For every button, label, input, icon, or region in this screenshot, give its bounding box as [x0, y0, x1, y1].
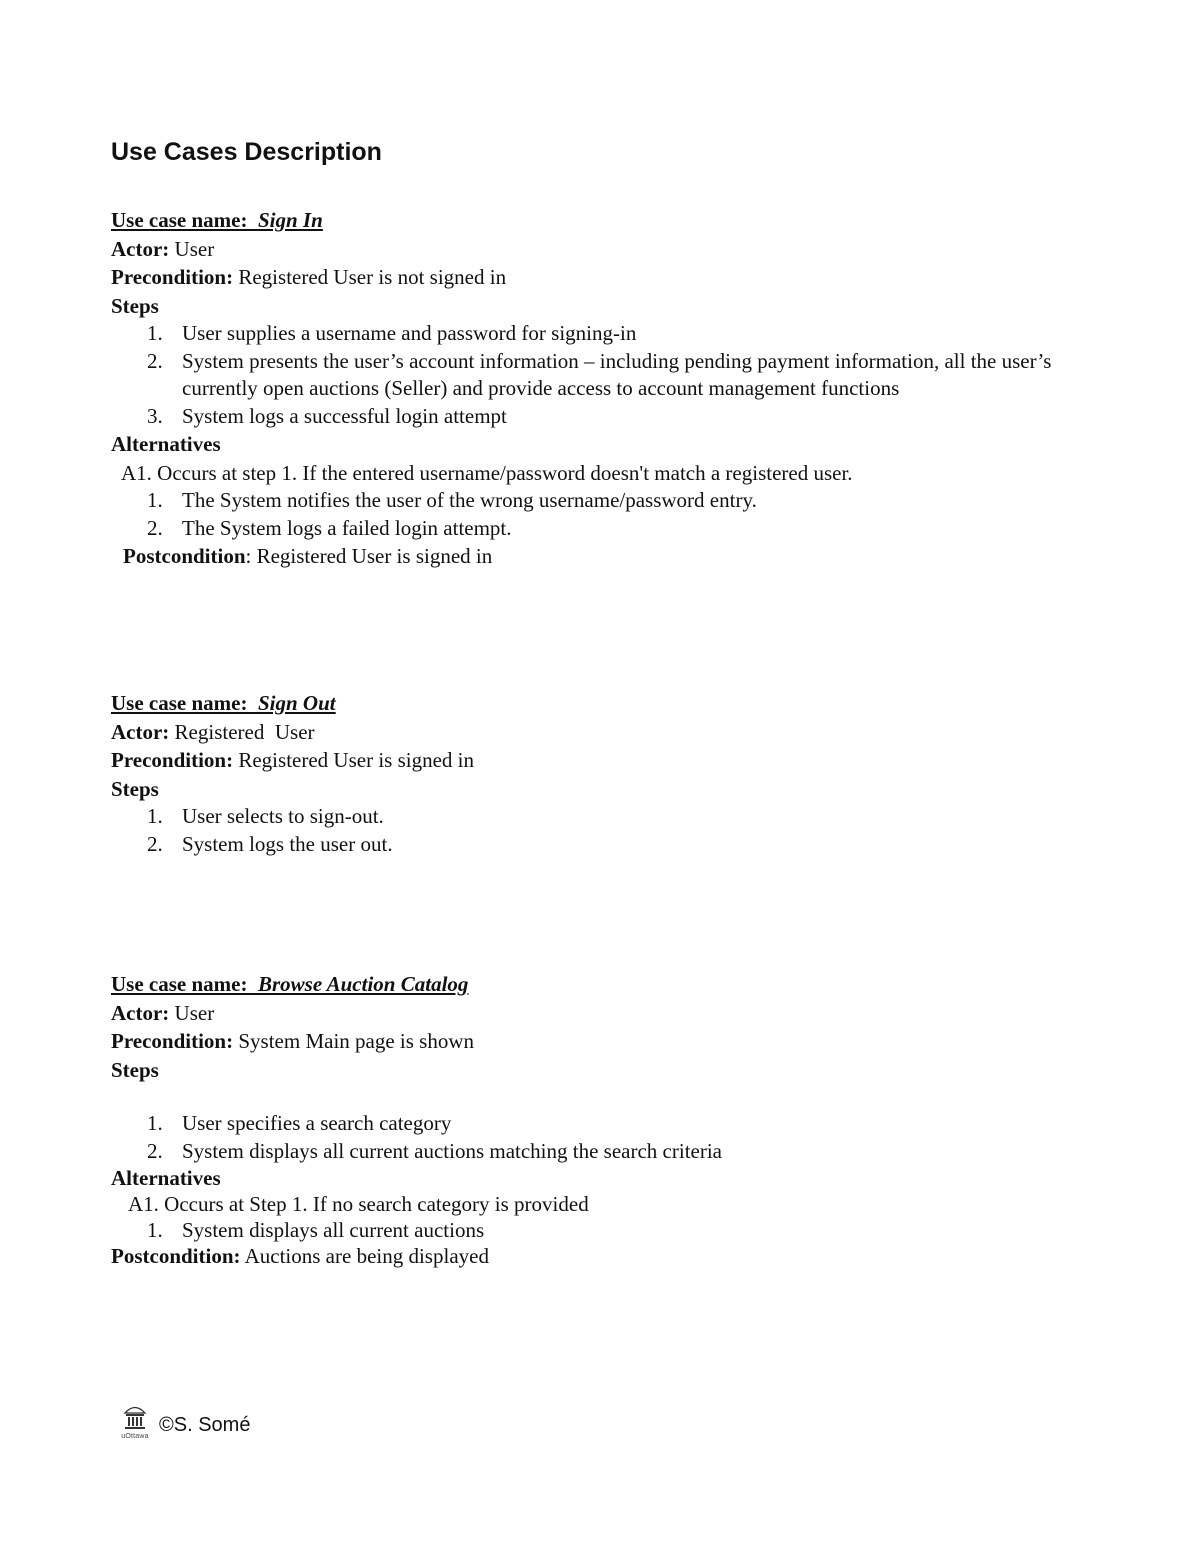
postcondition-line	[111, 1243, 1111, 1269]
step-text: System logs the user out.	[182, 831, 393, 856]
precondition-label: Precondition:	[111, 748, 234, 772]
precondition-value: Registered User is not signed in	[238, 265, 507, 289]
use-case-name-label: Use case name:	[111, 208, 248, 232]
use-case-sign-out	[111, 689, 1111, 858]
step-number: 1.	[147, 488, 163, 512]
actor-label: Actor:	[111, 236, 170, 261]
use-case-name-label: Use case name:	[111, 972, 248, 996]
step-text: User supplies a username and password for signing-in	[182, 321, 637, 345]
step-number: 1.	[147, 804, 163, 828]
precondition-line	[111, 746, 1111, 775]
actor-label: Actor:	[111, 1000, 170, 1025]
alternatives-label: Alternatives	[111, 1166, 221, 1190]
step-text: System displays all current auctions	[182, 1218, 485, 1242]
step-number: 2.	[147, 515, 163, 540]
step-text: System presents the user’s account information – including pending payment information, all the user’s currently open auctions (Seller) and provide access to account management functions	[182, 348, 1052, 400]
step-item	[111, 1110, 1111, 1138]
step-text: User specifies a search category	[182, 1111, 452, 1135]
alternative-header: A1. Occurs at Step 1. If no search category is provided	[128, 1192, 589, 1216]
precondition-line	[111, 263, 1111, 292]
step-text: User selects to sign-out.	[182, 804, 384, 828]
postcondition-line	[111, 542, 1111, 571]
use-case-name: Browse Auction Catalog	[257, 972, 469, 996]
step-item	[111, 1138, 1111, 1166]
use-case-name-line	[111, 689, 1111, 718]
steps-label: Steps	[111, 776, 159, 801]
university-logo-icon	[123, 1404, 147, 1432]
precondition-value: System Main page is shown	[238, 1029, 475, 1053]
steps-list	[111, 1110, 1111, 1165]
steps-label: Steps	[111, 1057, 159, 1082]
use-case-name-line	[111, 206, 1111, 235]
step-text: The System notifies the user of the wrong username/password entry.	[182, 488, 757, 512]
step-item	[111, 320, 1111, 348]
postcondition-label: Postcondition:	[111, 1244, 241, 1268]
actor-line	[111, 999, 1111, 1028]
precondition-value: Registered User is signed in	[238, 748, 474, 772]
alternatives-label: Alternatives	[111, 432, 221, 456]
step-number: 2.	[147, 831, 163, 856]
precondition-label: Precondition:	[111, 265, 234, 289]
precondition-label: Precondition:	[111, 1029, 234, 1053]
steps-list	[111, 320, 1111, 430]
step-number: 1.	[147, 1218, 163, 1242]
actor-line	[111, 718, 1111, 747]
alternative-header: A1. Occurs at step 1. If the entered username/password doesn't match a registered user.	[121, 460, 853, 485]
alternative-steps-list	[111, 1217, 1111, 1243]
alternative-steps-list	[111, 487, 1111, 542]
step-text: System displays all current auctions matching the search criteria	[182, 1138, 722, 1163]
footer	[113, 1404, 250, 1446]
step-number: 2.	[147, 1138, 163, 1163]
steps-list	[111, 803, 1111, 858]
use-case-browse-auction-catalog	[111, 970, 1111, 1269]
use-case-sign-in	[111, 206, 1111, 571]
step-number: 3.	[147, 403, 163, 428]
alternative-step-item	[111, 1217, 1111, 1243]
step-text: System logs a successful login attempt	[182, 403, 507, 428]
actor-value: Registered User	[174, 719, 315, 744]
actor-value: User	[174, 236, 215, 261]
postcondition-label: Postcondition	[123, 544, 246, 568]
alternative-step-item	[111, 487, 1111, 515]
actor-line	[111, 235, 1111, 264]
blank-line	[111, 1084, 1111, 1110]
step-number: 2.	[147, 348, 163, 373]
step-item	[111, 831, 1111, 859]
step-item	[111, 403, 1111, 431]
steps-label: Steps	[111, 293, 159, 318]
step-text: The System logs a failed login attempt.	[182, 515, 512, 540]
use-case-name: Sign Out	[257, 691, 336, 715]
university-logo	[113, 1404, 157, 1446]
actor-value: User	[174, 1000, 215, 1025]
university-logo-text: uOttawa	[121, 1433, 149, 1440]
use-case-name-line	[111, 970, 1111, 999]
actor-label: Actor:	[111, 719, 170, 744]
use-case-name-label: Use case name:	[111, 691, 248, 715]
step-number: 1.	[147, 321, 163, 345]
page-title: Use Cases Description	[111, 138, 382, 166]
postcondition-value: Auctions are being displayed	[244, 1244, 489, 1268]
alternative-step-item	[111, 515, 1111, 543]
step-number: 1.	[147, 1111, 163, 1135]
copyright-text: ©S. Somé	[159, 1414, 251, 1436]
step-item	[111, 348, 1111, 403]
step-item	[111, 803, 1111, 831]
precondition-line	[111, 1027, 1111, 1056]
postcondition-value: : Registered User is signed in	[245, 544, 493, 568]
use-case-name: Sign In	[257, 208, 323, 232]
